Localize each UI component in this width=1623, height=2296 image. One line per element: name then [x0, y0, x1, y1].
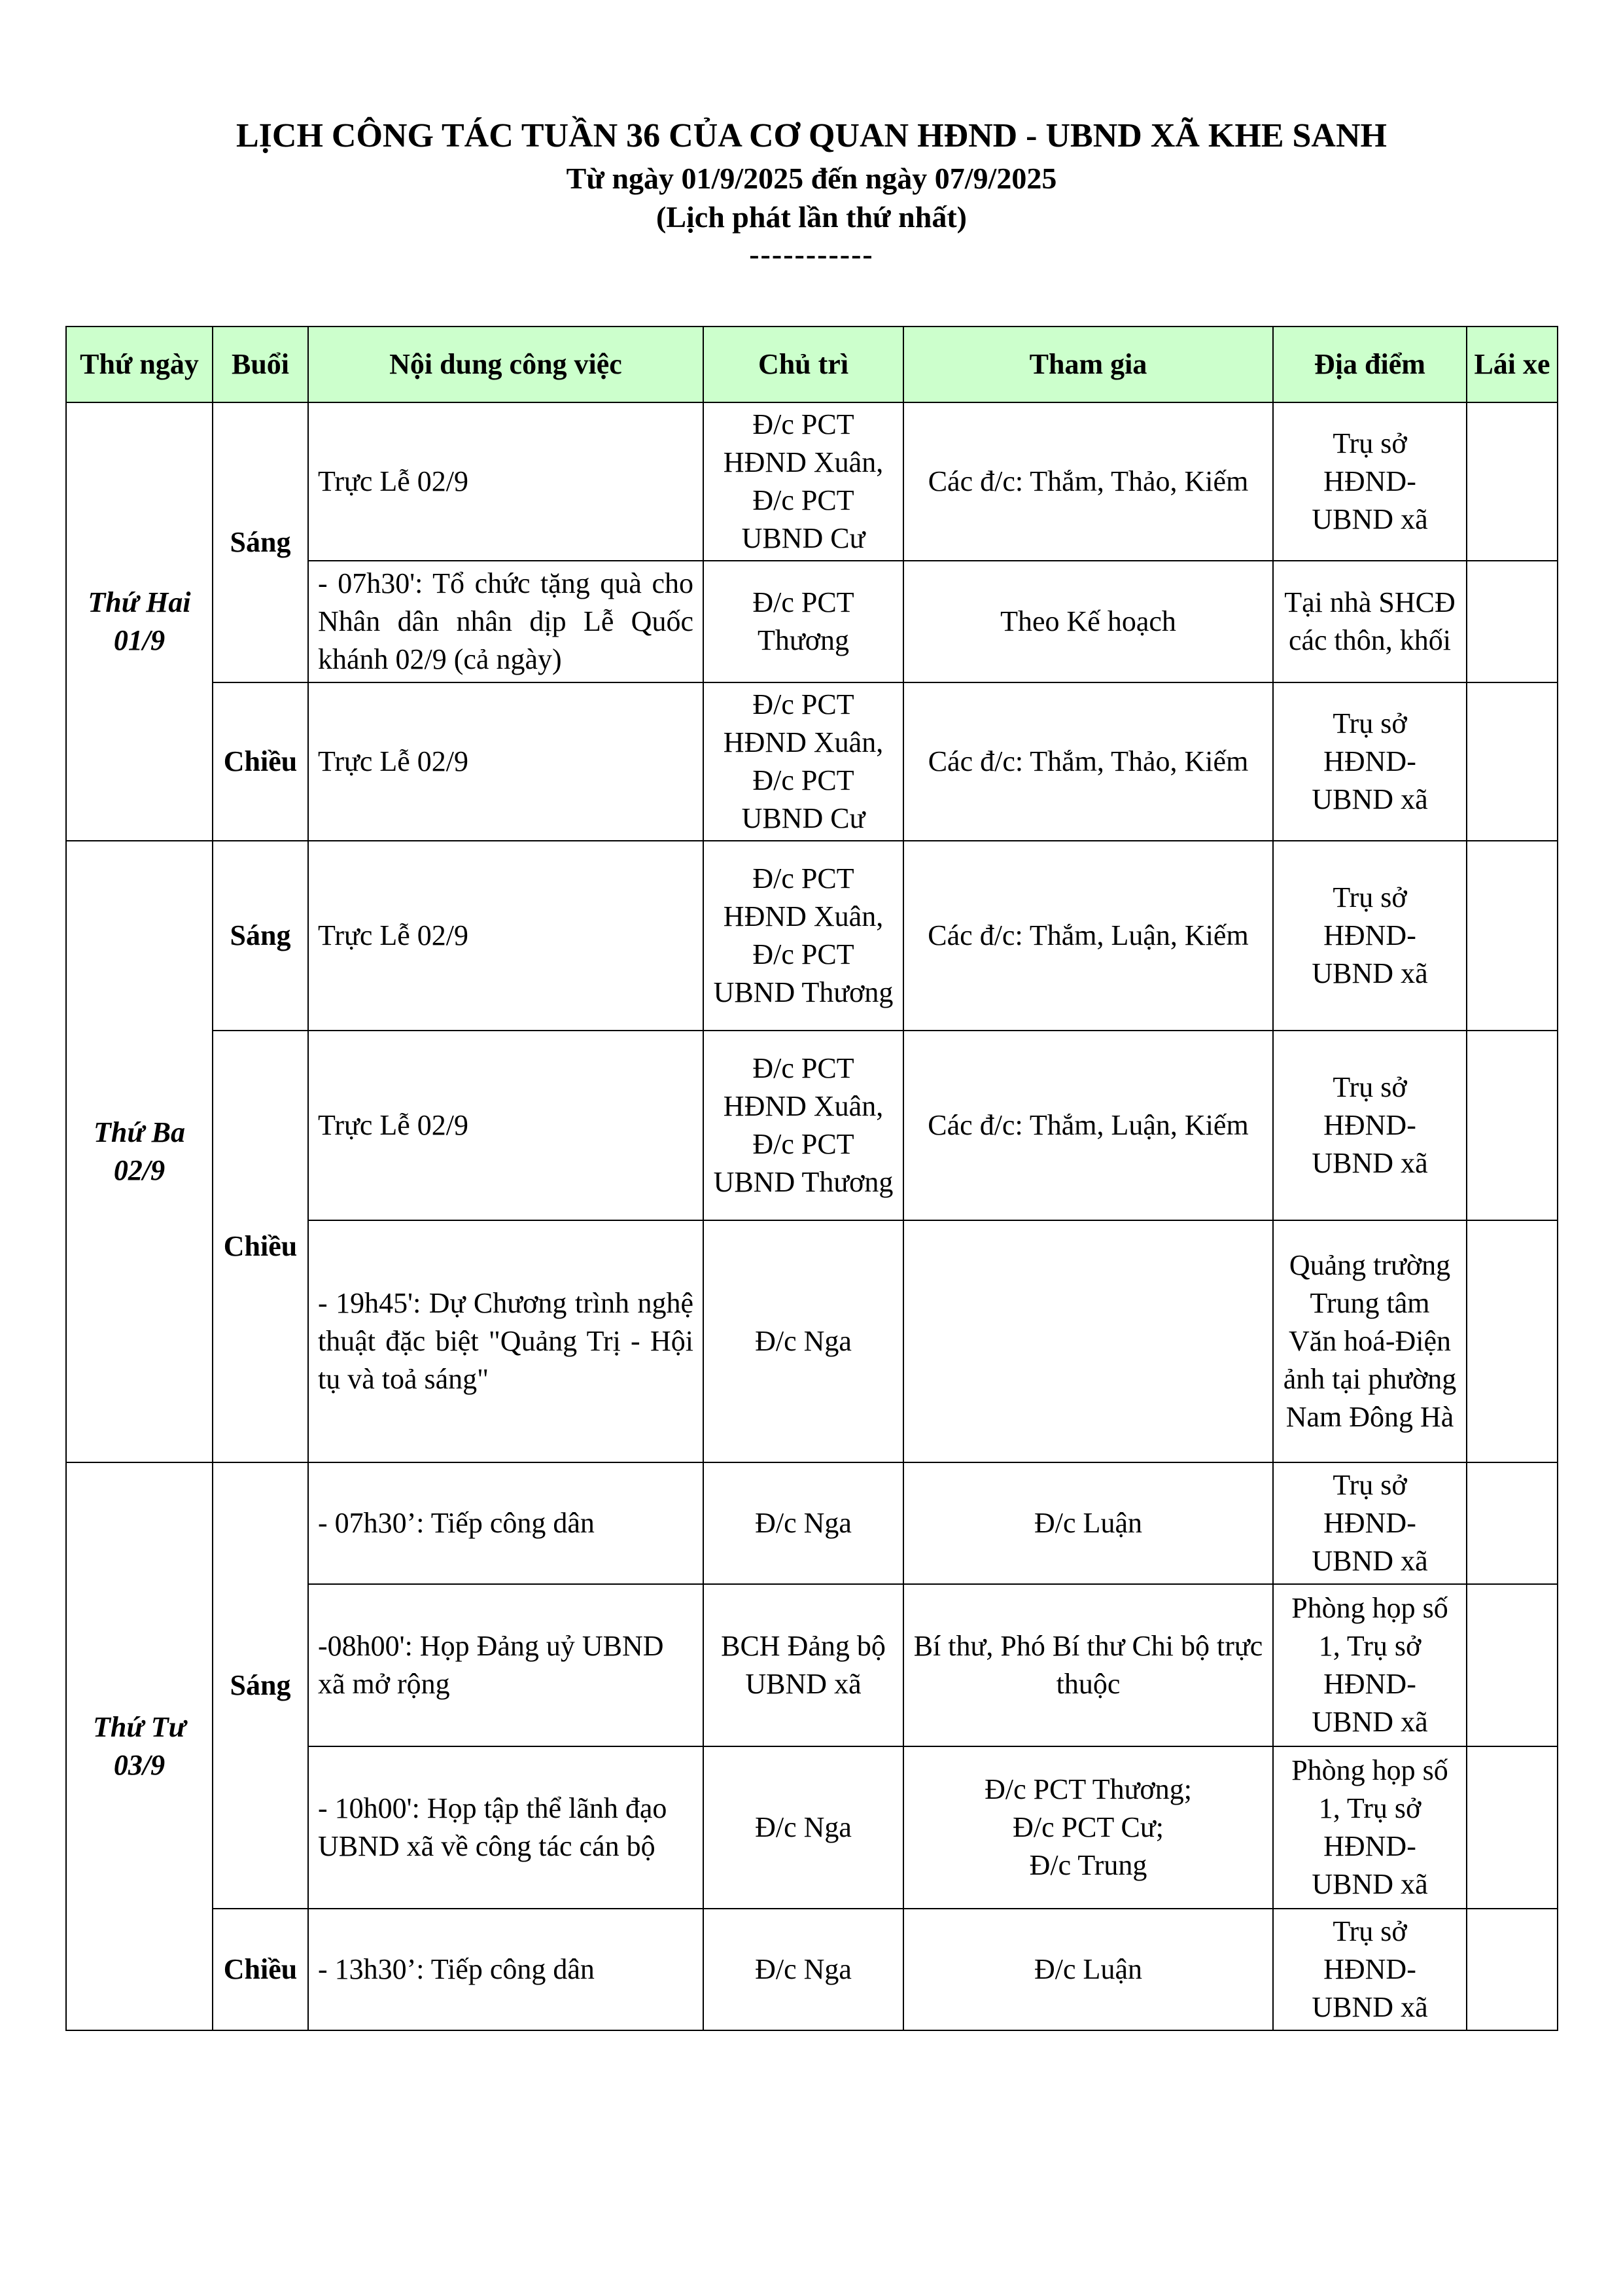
table-row	[66, 1031, 1558, 1220]
task-content: - 13h30’: Tiếp công dân	[308, 1909, 703, 2030]
task-location: Trụ sở HĐND-UBND xã	[1273, 1031, 1467, 1220]
task-participants	[903, 1220, 1273, 1462]
table-row	[66, 402, 1558, 561]
title-separator: -----------	[749, 238, 874, 271]
task-driver	[1467, 1584, 1558, 1746]
task-participants: Bí thư, Phó Bí thư Chi bộ trực thuộc	[903, 1584, 1273, 1746]
task-driver	[1467, 1909, 1558, 2030]
task-content: Trực Lễ 02/9	[308, 841, 703, 1031]
task-participants: Đ/c Luận	[903, 1909, 1273, 2030]
column-header-chair: Chủ trì	[703, 327, 903, 402]
task-location: Trụ sở HĐND-UBND xã	[1273, 402, 1467, 561]
task-location: Trụ sở HĐND-UBND xã	[1273, 682, 1467, 841]
task-participants: Các đ/c: Thắm, Luận, Kiếm	[903, 841, 1273, 1031]
day-date: 03/9	[113, 1749, 166, 1781]
task-participants: Các đ/c: Thắm, Luận, Kiếm	[903, 1031, 1273, 1220]
table-header-row	[66, 327, 1558, 402]
task-location: Phòng họp số 1, Trụ sở HĐND-UBND xã	[1273, 1584, 1467, 1746]
task-chair: Đ/c PCT HĐND Xuân, Đ/c PCT UBND Thương	[703, 1031, 903, 1220]
task-chair: Đ/c Nga	[703, 1746, 903, 1909]
day-name: Thứ Tư	[93, 1711, 186, 1743]
task-content: Trực Lễ 02/9	[308, 402, 703, 561]
task-content: Trực Lễ 02/9	[308, 1031, 703, 1220]
task-content: - 07h30’: Tiếp công dân	[308, 1462, 703, 1584]
task-driver	[1467, 1220, 1558, 1462]
task-chair: Đ/c PCT HĐND Xuân, Đ/c PCT UBND Thương	[703, 841, 903, 1031]
task-chair: Đ/c Nga	[703, 1462, 903, 1584]
day-date: 02/9	[113, 1154, 166, 1186]
table-row	[66, 1909, 1558, 2030]
task-location: Phòng họp số 1, Trụ sở HĐND-UBND xã	[1273, 1746, 1467, 1909]
session-cell: Sáng	[213, 841, 308, 1031]
task-chair: Đ/c PCT HĐND Xuân, Đ/c PCT UBND Cư	[703, 402, 903, 561]
task-location: Trụ sở HĐND-UBND xã	[1273, 1909, 1467, 2030]
task-participants: Các đ/c: Thắm, Thảo, Kiếm	[903, 682, 1273, 841]
issue-note: (Lịch phát lần thứ nhất)	[656, 200, 967, 234]
task-location: Tại nhà SHCĐ các thôn, khối	[1273, 561, 1467, 682]
task-chair: Đ/c Nga	[703, 1909, 903, 2030]
task-location: Trụ sở HĐND-UBND xã	[1273, 841, 1467, 1031]
task-chair: BCH Đảng bộ UBND xã	[703, 1584, 903, 1746]
task-chair: Đ/c Nga	[703, 1220, 903, 1462]
task-location: Trụ sở HĐND-UBND xã	[1273, 1462, 1467, 1584]
day-cell-tuesday	[66, 841, 213, 1462]
session-cell: Chiều	[213, 682, 308, 841]
table-row	[66, 1462, 1558, 1584]
task-content: - 07h30': Tổ chức tặng quà cho Nhân dân nhân dịp Lễ Quốc khánh 02/9 (cả ngày)	[308, 561, 703, 682]
session-cell: Sáng	[213, 1462, 308, 1909]
task-location: Quảng trường Trung tâm Văn hoá-Điện ảnh tại phường Nam Đông Hà	[1273, 1220, 1467, 1462]
session-cell: Sáng	[213, 402, 308, 682]
task-driver	[1467, 1746, 1558, 1909]
session-cell: Chiều	[213, 1909, 308, 2030]
session-cell: Chiều	[213, 1031, 308, 1462]
task-content: - 19h45': Dự Chương trình nghệ thuật đặc biệt "Quảng Trị - Hội tụ và toả sáng"	[308, 1220, 703, 1462]
day-name: Thứ Hai	[88, 586, 191, 618]
participant-line: Đ/c PCT Thương;	[985, 1773, 1192, 1805]
task-participants: Theo Kế hoạch	[903, 561, 1273, 682]
day-name: Thứ Ba	[93, 1116, 186, 1148]
task-driver	[1467, 841, 1558, 1031]
column-header-day: Thứ ngày	[66, 327, 213, 402]
document-title: LỊCH CÔNG TÁC TUẦN 36 CỦA CƠ QUAN HĐND - UBND XÃ KHE SANH	[236, 117, 1387, 154]
task-driver	[1467, 402, 1558, 561]
task-driver	[1467, 1031, 1558, 1220]
task-content: -08h00': Họp Đảng uỷ UBND xã mở rộng	[308, 1584, 703, 1746]
column-header-driver: Lái xe	[1467, 327, 1558, 402]
schedule-table	[65, 326, 1558, 2031]
table-row	[66, 682, 1558, 841]
task-participants: Đ/c Luận	[903, 1462, 1273, 1584]
task-driver	[1467, 561, 1558, 682]
participant-line: Đ/c Trung	[1029, 1849, 1147, 1881]
task-participants: Các đ/c: Thắm, Thảo, Kiếm	[903, 402, 1273, 561]
task-driver	[1467, 1462, 1558, 1584]
day-cell-wednesday	[66, 1462, 213, 2030]
column-header-session: Buổi	[213, 327, 308, 402]
task-participants	[903, 1746, 1273, 1909]
task-chair: Đ/c PCT HĐND Xuân, Đ/c PCT UBND Cư	[703, 682, 903, 841]
column-header-participants: Tham gia	[903, 327, 1273, 402]
day-date: 01/9	[113, 624, 166, 656]
task-driver	[1467, 682, 1558, 841]
date-range: Từ ngày 01/9/2025 đến ngày 07/9/2025	[566, 162, 1057, 195]
task-content: - 10h00': Họp tập thể lãnh đạo UBND xã về công tác cán bộ	[308, 1746, 703, 1909]
task-content: Trực Lễ 02/9	[308, 682, 703, 841]
participant-line: Đ/c PCT Cư;	[1013, 1811, 1164, 1843]
column-header-location: Địa điểm	[1273, 327, 1467, 402]
column-header-content: Nội dung công việc	[308, 327, 703, 402]
table-row	[66, 841, 1558, 1031]
day-cell-monday	[66, 402, 213, 841]
task-chair: Đ/c PCT Thương	[703, 561, 903, 682]
